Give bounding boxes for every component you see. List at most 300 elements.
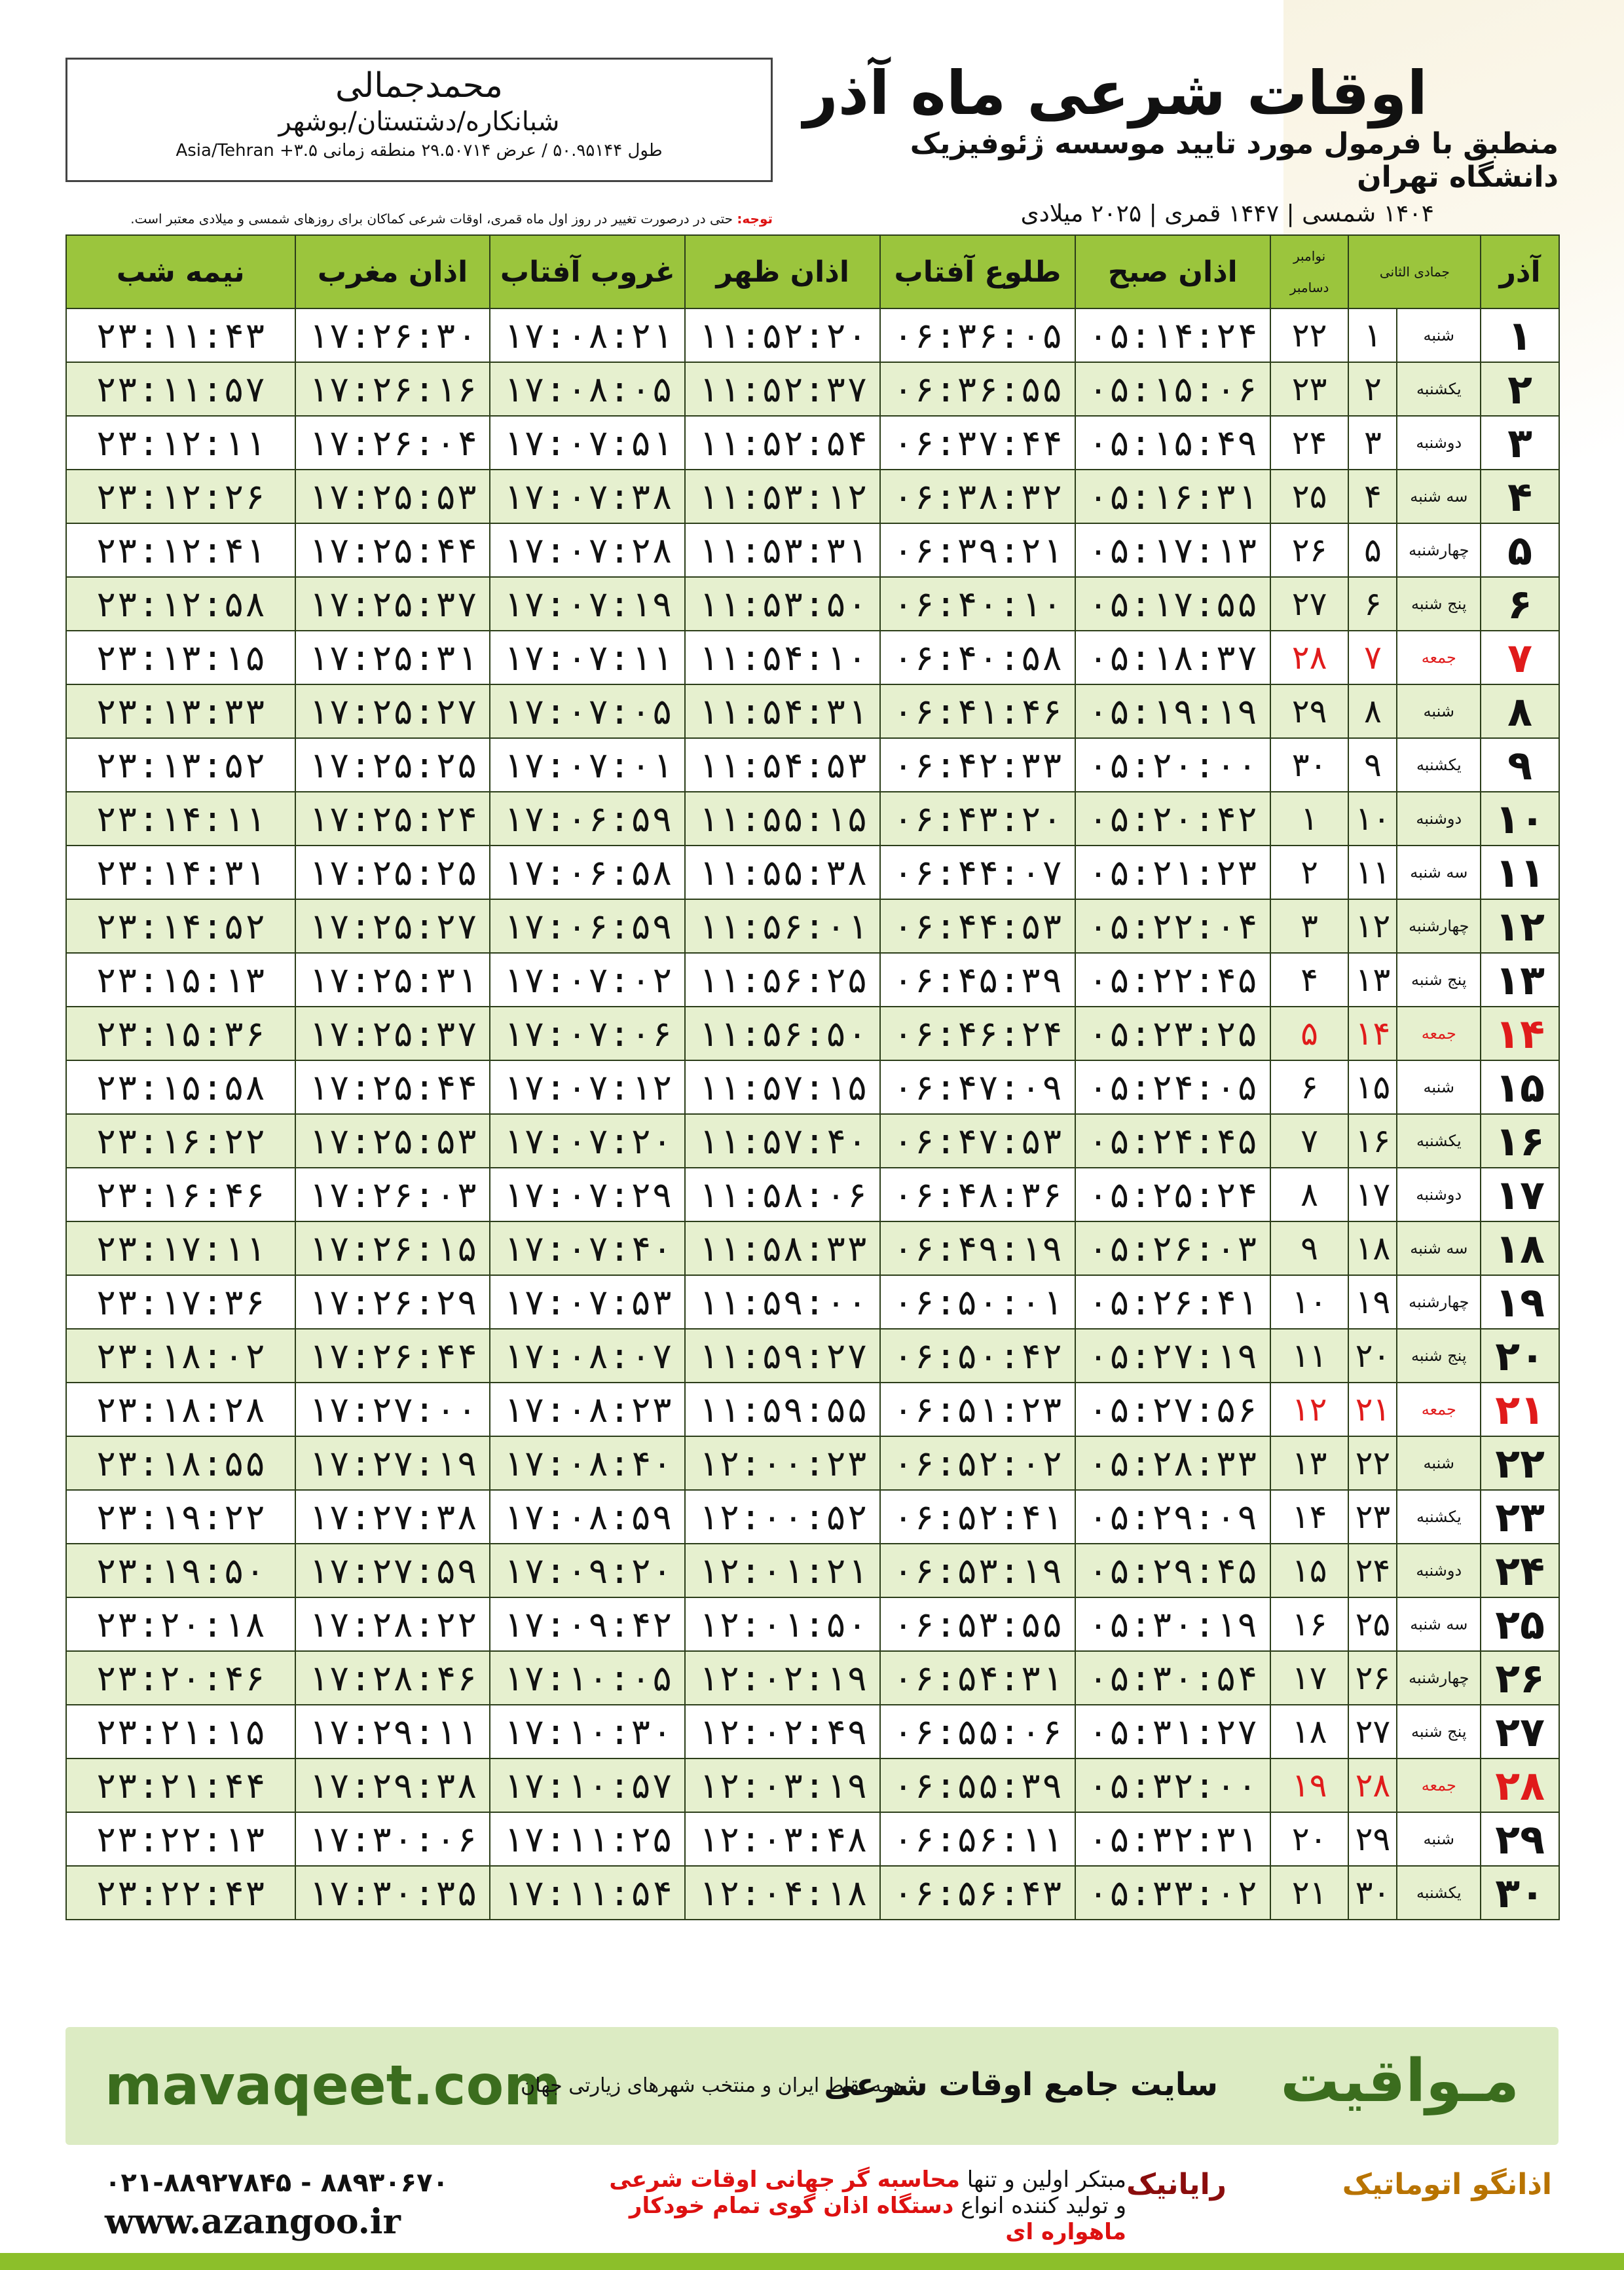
fajr-time: ۰۵:۲۹:۰۹ [1075, 1490, 1270, 1544]
qamari-day: ۱۳ [1348, 953, 1397, 1007]
day-number: ۲۲ [1481, 1436, 1559, 1490]
footer [65, 2161, 1559, 2245]
qamari-day: ۱۱ [1348, 846, 1397, 899]
gregorian-day: ۲۳ [1270, 362, 1349, 416]
maghrib-time: ۱۷:۲۹:۱۱ [295, 1705, 490, 1758]
weekday: شنبه [1397, 1060, 1481, 1114]
maghrib-time: ۱۷:۲۵:۲۷ [295, 899, 490, 953]
weekday: شنبه [1397, 1436, 1481, 1490]
sunrise-time: ۰۶:۴۹:۱۹ [880, 1221, 1075, 1275]
maghrib-time: ۱۷:۲۶:۱۵ [295, 1221, 490, 1275]
mavaqeet-banner [65, 2027, 1559, 2145]
fajr-time: ۰۵:۳۱:۲۷ [1075, 1705, 1270, 1758]
desc-line2-a: و تولید کننده انواع [961, 2193, 1126, 2219]
midnight-time: ۲۳:۱۲:۴۱ [66, 523, 295, 577]
maghrib-time: ۱۷:۲۶:۴۴ [295, 1329, 490, 1383]
dhuhr-time: ۱۲:۰۲:۴۹ [685, 1705, 880, 1758]
gregorian-day: ۲۱ [1270, 1866, 1349, 1920]
banner-brand: مـواقیت [1280, 2047, 1519, 2115]
banner-tagline: سایت جامع اوقات شرعی [824, 2066, 1218, 2103]
sunset-time: ۱۷:۰۷:۲۹ [490, 1168, 685, 1221]
day-number: ۱۲ [1481, 899, 1559, 953]
weekday: جمعه [1397, 631, 1481, 684]
weekday: سه شنبه [1397, 470, 1481, 523]
table-row [66, 1114, 1559, 1168]
qamari-day: ۱ [1348, 308, 1397, 362]
sunrise-time: ۰۶:۵۲:۴۱ [880, 1490, 1075, 1544]
midnight-time: ۲۳:۱۳:۵۲ [66, 738, 295, 792]
fajr-time: ۰۵:۲۶:۴۱ [1075, 1275, 1270, 1329]
sunrise-time: ۰۶:۴۰:۱۰ [880, 577, 1075, 631]
qamari-day: ۲۹ [1348, 1812, 1397, 1866]
dhuhr-time: ۱۲:۰۳:۱۹ [685, 1758, 880, 1812]
sunrise-time: ۰۶:۳۶:۵۵ [880, 362, 1075, 416]
day-number: ۲۰ [1481, 1329, 1559, 1383]
weekday: یکشنبه [1397, 1866, 1481, 1920]
fajr-time: ۰۵:۲۶:۰۳ [1075, 1221, 1270, 1275]
sunset-time: ۱۷:۰۷:۱۱ [490, 631, 685, 684]
midnight-time: ۲۳:۲۰:۴۶ [66, 1651, 295, 1705]
maghrib-time: ۱۷:۲۹:۳۸ [295, 1758, 490, 1812]
midnight-time: ۲۳:۱۸:۵۵ [66, 1436, 295, 1490]
gregorian-day: ۳۰ [1270, 738, 1349, 792]
weekday: جمعه [1397, 1007, 1481, 1060]
maghrib-time: ۱۷:۲۷:۱۹ [295, 1436, 490, 1490]
gregorian-day: ۱۰ [1270, 1275, 1349, 1329]
col-header-dhuhr: اذان ظهر [685, 235, 880, 308]
midnight-time: ۲۳:۱۲:۲۶ [66, 470, 295, 523]
table-row [66, 470, 1559, 523]
maghrib-time: ۱۷:۲۷:۰۰ [295, 1383, 490, 1436]
day-number: ۲۷ [1481, 1705, 1559, 1758]
footer-description [537, 2167, 1126, 2245]
day-number: ۱۴ [1481, 1007, 1559, 1060]
dhuhr-time: ۱۲:۰۱:۲۱ [685, 1544, 880, 1597]
site-link[interactable]: mavaqeet.com [105, 2053, 561, 2117]
qamari-day: ۲۵ [1348, 1597, 1397, 1651]
midnight-time: ۲۳:۱۹:۲۲ [66, 1490, 295, 1544]
fajr-time: ۰۵:۲۰:۴۲ [1075, 792, 1270, 846]
footer-website[interactable]: www.azangoo.ir [105, 2202, 401, 2242]
desc-line1-b: محاسبه گر جهانی اوقات شرعی [609, 2167, 960, 2193]
day-number: ۱ [1481, 308, 1559, 362]
fajr-time: ۰۵:۱۶:۳۱ [1075, 470, 1270, 523]
dhuhr-time: ۱۱:۵۹:۰۰ [685, 1275, 880, 1329]
dhuhr-time: ۱۲:۰۰:۲۳ [685, 1436, 880, 1490]
gregorian-day: ۳ [1270, 899, 1349, 953]
notice [65, 211, 773, 227]
midnight-time: ۲۳:۱۷:۳۶ [66, 1275, 295, 1329]
page-header [65, 58, 1559, 228]
weekday: پنج شنبه [1397, 1705, 1481, 1758]
dhuhr-time: ۱۲:۰۴:۱۸ [685, 1866, 880, 1920]
midnight-time: ۲۳:۲۲:۱۳ [66, 1812, 295, 1866]
gregorian-day: ۴ [1270, 953, 1349, 1007]
midnight-time: ۲۳:۲۱:۴۴ [66, 1758, 295, 1812]
midnight-time: ۲۳:۱۵:۵۸ [66, 1060, 295, 1114]
midnight-time: ۲۳:۱۷:۱۱ [66, 1221, 295, 1275]
location-region: شبانکاره/دشتستان/بوشهر [278, 107, 560, 137]
day-number: ۸ [1481, 684, 1559, 738]
title-block [799, 58, 1559, 227]
midnight-time: ۲۳:۱۳:۱۵ [66, 631, 295, 684]
weekday: چهارشنبه [1397, 523, 1481, 577]
maghrib-time: ۱۷:۲۵:۲۷ [295, 684, 490, 738]
sunrise-time: ۰۶:۴۷:۰۹ [880, 1060, 1075, 1114]
gregorian-day: ۲۲ [1270, 308, 1349, 362]
dhuhr-time: ۱۱:۵۹:۲۷ [685, 1329, 880, 1383]
sunset-time: ۱۷:۰۹:۴۲ [490, 1597, 685, 1651]
sunrise-time: ۰۶:۴۴:۵۳ [880, 899, 1075, 953]
sunrise-time: ۰۶:۳۹:۲۱ [880, 523, 1075, 577]
sunrise-time: ۰۶:۴۲:۳۳ [880, 738, 1075, 792]
weekday: پنج شنبه [1397, 577, 1481, 631]
table-row [66, 1275, 1559, 1329]
gregorian-day: ۱۴ [1270, 1490, 1349, 1544]
maghrib-time: ۱۷:۳۰:۰۶ [295, 1812, 490, 1866]
table-row [66, 1329, 1559, 1383]
maghrib-time: ۱۷:۲۵:۵۳ [295, 470, 490, 523]
weekday: چهارشنبه [1397, 899, 1481, 953]
table-row [66, 362, 1559, 416]
maghrib-time: ۱۷:۲۵:۲۴ [295, 792, 490, 846]
fajr-time: ۰۵:۱۹:۱۹ [1075, 684, 1270, 738]
qamari-day: ۱۶ [1348, 1114, 1397, 1168]
col-header-qamari [1348, 235, 1481, 308]
sunset-time: ۱۷:۰۸:۲۳ [490, 1383, 685, 1436]
midnight-time: ۲۳:۱۵:۳۶ [66, 1007, 295, 1060]
dhuhr-time: ۱۱:۵۸:۳۳ [685, 1221, 880, 1275]
midnight-time: ۲۳:۱۴:۳۱ [66, 846, 295, 899]
day-number: ۵ [1481, 523, 1559, 577]
qamari-day: ۴ [1348, 470, 1397, 523]
dhuhr-time: ۱۱:۵۳:۱۲ [685, 470, 880, 523]
sunset-time: ۱۷:۰۷:۰۵ [490, 684, 685, 738]
fajr-time: ۰۵:۱۷:۱۳ [1075, 523, 1270, 577]
day-number: ۲۹ [1481, 1812, 1559, 1866]
gregorian-day: ۷ [1270, 1114, 1349, 1168]
day-number: ۳۰ [1481, 1866, 1559, 1920]
sunset-time: ۱۷:۱۰:۰۵ [490, 1651, 685, 1705]
maghrib-time: ۱۷:۲۵:۴۴ [295, 523, 490, 577]
sunset-time: ۱۷:۰۶:۵۹ [490, 899, 685, 953]
table-row [66, 1544, 1559, 1597]
sunrise-time: ۰۶:۴۰:۵۸ [880, 631, 1075, 684]
maghrib-time: ۱۷:۲۵:۵۳ [295, 1114, 490, 1168]
fajr-time: ۰۵:۲۲:۴۵ [1075, 953, 1270, 1007]
col-header-sunrise: طلوع آفتاب [880, 235, 1075, 308]
sunrise-time: ۰۶:۵۶:۱۱ [880, 1812, 1075, 1866]
table-row [66, 1597, 1559, 1651]
gregorian-day: ۱۲ [1270, 1383, 1349, 1436]
qamari-day: ۲۲ [1348, 1436, 1397, 1490]
maghrib-time: ۱۷:۲۶:۲۹ [295, 1275, 490, 1329]
maghrib-time: ۱۷:۲۸:۴۶ [295, 1651, 490, 1705]
footer-phone: ۰۲۱-۸۸۹۲۷۸۴۵ - ۸۸۹۳۰۶۷۰ [105, 2168, 449, 2198]
weekday: پنج شنبه [1397, 1329, 1481, 1383]
midnight-time: ۲۳:۱۶:۲۲ [66, 1114, 295, 1168]
weekday: دوشنبه [1397, 416, 1481, 470]
fajr-time: ۰۵:۱۴:۲۴ [1075, 308, 1270, 362]
table-row [66, 1812, 1559, 1866]
location-name: محمدجمالی [335, 66, 503, 105]
weekday: چهارشنبه [1397, 1275, 1481, 1329]
qamari-day: ۲۱ [1348, 1383, 1397, 1436]
dhuhr-time: ۱۱:۵۵:۳۸ [685, 846, 880, 899]
table-row [66, 1866, 1559, 1920]
weekday: سه شنبه [1397, 1221, 1481, 1275]
sunset-time: ۱۷:۰۷:۰۶ [490, 1007, 685, 1060]
sunrise-time: ۰۶:۵۰:۴۲ [880, 1329, 1075, 1383]
fajr-time: ۰۵:۳۲:۳۱ [1075, 1812, 1270, 1866]
qamari-day: ۳۰ [1348, 1866, 1397, 1920]
maghrib-time: ۱۷:۲۵:۳۱ [295, 953, 490, 1007]
gregorian-day: ۸ [1270, 1168, 1349, 1221]
sunrise-time: ۰۶:۵۱:۲۳ [880, 1383, 1075, 1436]
fajr-time: ۰۵:۳۳:۰۲ [1075, 1866, 1270, 1920]
fajr-time: ۰۵:۲۷:۱۹ [1075, 1329, 1270, 1383]
fajr-time: ۰۵:۲۲:۰۴ [1075, 899, 1270, 953]
dhuhr-time: ۱۱:۵۷:۴۰ [685, 1114, 880, 1168]
desc-line1-a: مبتکر اولین و تنها [967, 2167, 1126, 2193]
sunrise-time: ۰۶:۵۶:۴۳ [880, 1866, 1075, 1920]
day-number: ۱۰ [1481, 792, 1559, 846]
table-row [66, 1651, 1559, 1705]
qamari-day: ۳ [1348, 416, 1397, 470]
midnight-time: ۲۳:۱۲:۵۸ [66, 577, 295, 631]
qamari-day: ۲۳ [1348, 1490, 1397, 1544]
qamari-day: ۲۸ [1348, 1758, 1397, 1812]
location-box [65, 58, 773, 182]
sunrise-time: ۰۶:۴۶:۲۴ [880, 1007, 1075, 1060]
table-row [66, 953, 1559, 1007]
weekday: یکشنبه [1397, 738, 1481, 792]
day-number: ۲۶ [1481, 1651, 1559, 1705]
maghrib-time: ۱۷:۲۷:۳۸ [295, 1490, 490, 1544]
qamari-day: ۱۵ [1348, 1060, 1397, 1114]
fajr-time: ۰۵:۱۸:۳۷ [1075, 631, 1270, 684]
midnight-time: ۲۳:۱۸:۰۲ [66, 1329, 295, 1383]
maghrib-time: ۱۷:۲۵:۳۷ [295, 1007, 490, 1060]
sunrise-time: ۰۶:۴۱:۴۶ [880, 684, 1075, 738]
qamari-label: جمادی الثانی [1379, 264, 1450, 280]
day-number: ۱۱ [1481, 846, 1559, 899]
sunset-time: ۱۷:۰۷:۱۹ [490, 577, 685, 631]
qamari-day: ۶ [1348, 577, 1397, 631]
weekday: جمعه [1397, 1383, 1481, 1436]
sunrise-time: ۰۶:۳۸:۳۲ [880, 470, 1075, 523]
weekday: پنج شنبه [1397, 953, 1481, 1007]
gregorian-day: ۱۳ [1270, 1436, 1349, 1490]
weekday: سه شنبه [1397, 846, 1481, 899]
midnight-time: ۲۳:۱۶:۴۶ [66, 1168, 295, 1221]
banner-tagline-sub: همه نقاط ایران و منتخب شهرهای زیارتی جهان [521, 2074, 904, 2097]
table-body [66, 308, 1559, 1920]
fajr-time: ۰۵:۲۵:۲۴ [1075, 1168, 1270, 1221]
notice-label: توجه: [737, 211, 773, 227]
gregorian-day: ۹ [1270, 1221, 1349, 1275]
gregorian-day: ۲۷ [1270, 577, 1349, 631]
dhuhr-time: ۱۲:۰۳:۴۸ [685, 1812, 880, 1866]
sunset-time: ۱۷:۰۹:۲۰ [490, 1544, 685, 1597]
gregorian-day: ۲۹ [1270, 684, 1349, 738]
table-row [66, 846, 1559, 899]
notice-text: حتی در درصورت تغییر در روز اول ماه قمری، اوقات شرعی کماکان برای روزهای شمسی و میلادی معتبر است. [130, 211, 733, 227]
midnight-time: ۲۳:۱۳:۳۳ [66, 684, 295, 738]
fajr-time: ۰۵:۲۳:۲۵ [1075, 1007, 1270, 1060]
sunset-time: ۱۷:۰۷:۰۱ [490, 738, 685, 792]
gregorian-day: ۱ [1270, 792, 1349, 846]
sunset-time: ۱۷:۰۷:۴۰ [490, 1221, 685, 1275]
col-header-sunset: غروب آفتاب [490, 235, 685, 308]
desc-line2-b: دستگاه اذان گوی تمام خودکار ماهواره ای [629, 2193, 1126, 2245]
sunrise-time: ۰۶:۵۵:۳۹ [880, 1758, 1075, 1812]
sunset-time: ۱۷:۰۸:۰۵ [490, 362, 685, 416]
col-header-midnight: نیمه شب [66, 235, 295, 308]
day-number: ۷ [1481, 631, 1559, 684]
day-number: ۲۳ [1481, 1490, 1559, 1544]
dhuhr-time: ۱۱:۵۴:۵۳ [685, 738, 880, 792]
maghrib-time: ۱۷:۲۸:۲۲ [295, 1597, 490, 1651]
weekday: دوشنبه [1397, 792, 1481, 846]
sunrise-time: ۰۶:۴۵:۳۹ [880, 953, 1075, 1007]
qamari-day: ۹ [1348, 738, 1397, 792]
sunset-time: ۱۷:۰۷:۲۰ [490, 1114, 685, 1168]
raianik-logo: رایانیک [1126, 2168, 1227, 2201]
table-row [66, 738, 1559, 792]
dhuhr-time: ۱۱:۵۶:۰۱ [685, 899, 880, 953]
gregorian-day: ۲۴ [1270, 416, 1349, 470]
azangoo-logo: اذانگو اتوماتیک [1342, 2168, 1552, 2201]
gregorian-day: ۱۷ [1270, 1651, 1349, 1705]
fajr-time: ۰۵:۲۹:۴۵ [1075, 1544, 1270, 1597]
sunset-time: ۱۷:۰۸:۲۱ [490, 308, 685, 362]
day-number: ۱۸ [1481, 1221, 1559, 1275]
dhuhr-time: ۱۱:۵۹:۵۵ [685, 1383, 880, 1436]
fajr-time: ۰۵:۱۵:۰۶ [1075, 362, 1270, 416]
weekday: سه شنبه [1397, 1597, 1481, 1651]
weekday: شنبه [1397, 684, 1481, 738]
page-subtitle: منطبق با فرمول مورد تایید موسسه ژئوفیزیک دانشگاه تهران [910, 127, 1559, 194]
day-number: ۲۱ [1481, 1383, 1559, 1436]
weekday: دوشنبه [1397, 1544, 1481, 1597]
gregorian-day: ۲۸ [1270, 631, 1349, 684]
gregorian-day: ۱۶ [1270, 1597, 1349, 1651]
day-number: ۹ [1481, 738, 1559, 792]
table-row [66, 684, 1559, 738]
dhuhr-time: ۱۱:۵۶:۲۵ [685, 953, 880, 1007]
table-row [66, 1490, 1559, 1544]
midnight-time: ۲۳:۱۵:۱۳ [66, 953, 295, 1007]
sunset-time: ۱۷:۱۱:۵۴ [490, 1866, 685, 1920]
gregorian-day: ۵ [1270, 1007, 1349, 1060]
weekday: شنبه [1397, 1812, 1481, 1866]
table-row [66, 1007, 1559, 1060]
day-number: ۱۷ [1481, 1168, 1559, 1221]
sunset-time: ۱۷:۰۷:۵۱ [490, 416, 685, 470]
qamari-day: ۱۰ [1348, 792, 1397, 846]
dhuhr-time: ۱۲:۰۰:۵۲ [685, 1490, 880, 1544]
table-row [66, 1705, 1559, 1758]
dhuhr-time: ۱۱:۵۳:۵۰ [685, 577, 880, 631]
table-row [66, 1168, 1559, 1221]
sunrise-time: ۰۶:۵۲:۰۲ [880, 1436, 1075, 1490]
maghrib-time: ۱۷:۲۵:۴۴ [295, 1060, 490, 1114]
sunset-time: ۱۷:۱۱:۲۵ [490, 1812, 685, 1866]
midnight-time: ۲۳:۱۴:۱۱ [66, 792, 295, 846]
qamari-day: ۲۰ [1348, 1329, 1397, 1383]
bottom-bar [0, 2253, 1624, 2270]
maghrib-time: ۱۷:۲۶:۰۴ [295, 416, 490, 470]
dhuhr-time: ۱۱:۵۴:۱۰ [685, 631, 880, 684]
dhuhr-time: ۱۲:۰۲:۱۹ [685, 1651, 880, 1705]
fajr-time: ۰۵:۲۱:۲۳ [1075, 846, 1270, 899]
sunset-time: ۱۷:۰۸:۴۰ [490, 1436, 685, 1490]
table-row [66, 1060, 1559, 1114]
sunset-time: ۱۷:۰۷:۱۲ [490, 1060, 685, 1114]
qamari-day: ۲۴ [1348, 1544, 1397, 1597]
maghrib-time: ۱۷:۲۷:۵۹ [295, 1544, 490, 1597]
table-row [66, 1383, 1559, 1436]
dhuhr-time: ۱۱:۵۶:۵۰ [685, 1007, 880, 1060]
day-number: ۱۵ [1481, 1060, 1559, 1114]
gregorian-top-label: نوامبر [1293, 248, 1326, 264]
midnight-time: ۲۳:۱۱:۵۷ [66, 362, 295, 416]
qamari-day: ۱۲ [1348, 899, 1397, 953]
page-title: اوقات شرعی ماه آذر [803, 58, 1428, 128]
midnight-time: ۲۳:۱۹:۵۰ [66, 1544, 295, 1597]
day-number: ۱۳ [1481, 953, 1559, 1007]
prayer-times-table [65, 234, 1560, 1920]
gregorian-day: ۱۵ [1270, 1544, 1349, 1597]
qamari-day: ۱۷ [1348, 1168, 1397, 1221]
dhuhr-time: ۱۱:۵۲:۲۰ [685, 308, 880, 362]
location-coords: طول ۵۰.۹۵۱۴۴ / عرض ۲۹.۵۰۷۱۴ منطقه زمانی Asia/Tehran +۳.۵ [175, 141, 663, 160]
sunset-time: ۱۷:۰۷:۳۸ [490, 470, 685, 523]
fajr-time: ۰۵:۲۴:۴۵ [1075, 1114, 1270, 1168]
table-header-row [66, 235, 1559, 308]
midnight-time: ۲۳:۲۰:۱۸ [66, 1597, 295, 1651]
table-row [66, 1221, 1559, 1275]
dhuhr-time: ۱۲:۰۱:۵۰ [685, 1597, 880, 1651]
table-row [66, 631, 1559, 684]
table-row [66, 1758, 1559, 1812]
sunrise-time: ۰۶:۵۳:۵۵ [880, 1597, 1075, 1651]
gregorian-day: ۲۰ [1270, 1812, 1349, 1866]
maghrib-time: ۱۷:۲۶:۱۶ [295, 362, 490, 416]
col-header-gregorian [1270, 235, 1349, 308]
dhuhr-time: ۱۱:۵۲:۵۴ [685, 416, 880, 470]
midnight-time: ۲۳:۲۱:۱۵ [66, 1705, 295, 1758]
gregorian-day: ۶ [1270, 1060, 1349, 1114]
midnight-time: ۲۳:۲۲:۴۳ [66, 1866, 295, 1920]
weekday: جمعه [1397, 1758, 1481, 1812]
sunset-time: ۱۷:۰۶:۵۹ [490, 792, 685, 846]
sunrise-time: ۰۶:۳۷:۴۴ [880, 416, 1075, 470]
maghrib-time: ۱۷:۲۵:۳۷ [295, 577, 490, 631]
col-header-fajr: اذان صبح [1075, 235, 1270, 308]
sunrise-time: ۰۶:۴۴:۰۷ [880, 846, 1075, 899]
midnight-time: ۲۳:۱۱:۴۳ [66, 308, 295, 362]
col-header-maghrib: اذان مغرب [295, 235, 490, 308]
sunset-time: ۱۷:۰۶:۵۸ [490, 846, 685, 899]
sunrise-time: ۰۶:۵۰:۰۱ [880, 1275, 1075, 1329]
year-line: ۱۴۰۴ شمسی | ۱۴۴۷ قمری | ۲۰۲۵ میلادی [1020, 200, 1434, 227]
qamari-day: ۷ [1348, 631, 1397, 684]
qamari-day: ۱۹ [1348, 1275, 1397, 1329]
day-number: ۲۸ [1481, 1758, 1559, 1812]
qamari-day: ۲۷ [1348, 1705, 1397, 1758]
